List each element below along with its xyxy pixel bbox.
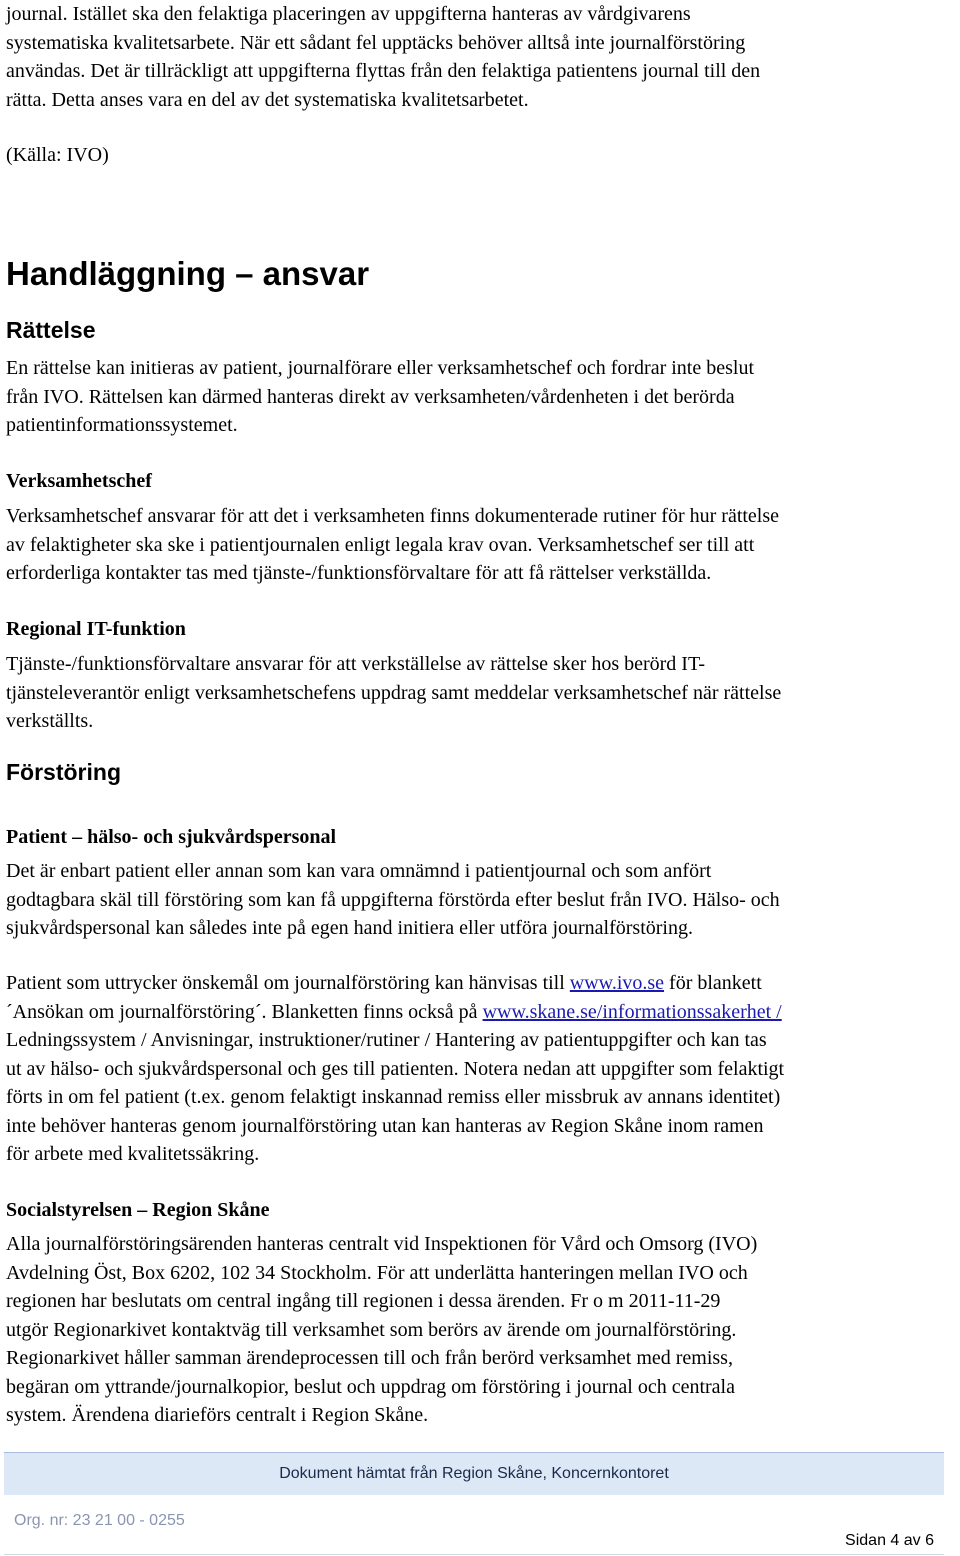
text-line: Regionarkivet håller samman ärendeprocessen till och från berörd verksamhet med remiss, (6, 1347, 733, 1369)
text-line: Verksamhetschef ansvarar för att det i verksamheten finns dokumenterade rutiner för hur rättelse (6, 505, 780, 527)
text-line: Alla journalförstöringsärenden hanteras centralt vid Inspektionen för Vård och Omsorg (IVO) (6, 1233, 758, 1255)
text-line: inte behöver hanteras genom journalförstöring utan kan hanteras av Region Skåne inom ramen (6, 1114, 764, 1137)
subheading-regional-it: Regional IT-funktion (6, 618, 186, 640)
text-line: från IVO. Rättelsen kan därmed hanteras direkt av verksamheten/vårdenheten i det berörda (6, 385, 735, 408)
verksamhetschef-paragraph (6, 502, 779, 588)
text-line: erforderliga kontakter tas med tjänste-/funktionsförvaltare för att få rättelser verkställda. (6, 562, 712, 584)
subheading-verksamhetschef: Verksamhetschef (6, 470, 152, 492)
text-line: systematiska kvalitetsarbete. När ett sådant fel upptäcks behöver alltså inte journalförstöring (6, 31, 746, 54)
page-footer (4, 1494, 944, 1555)
text-line: En rättelse kan initieras av patient, journalförare eller verksamhetschef och fordrar inte beslut (6, 357, 755, 379)
hanvisning-paragraph (6, 969, 784, 1169)
ivo-link[interactable]: www.ivo.se (569, 972, 665, 994)
text-line: begäran om yttrande/journalkopior, beslut och uppdrag om förstöring i journal och centrala (6, 1375, 735, 1398)
text-line: tjänsteleverantör enligt verksamhetschefens uppdrag samt meddelar verksamhetschef när rättelse (6, 681, 782, 704)
text-line: användas. Det är tillräckligt att uppgifterna flyttas från den felaktiga patientens journal till den (6, 60, 761, 82)
text-line (6, 998, 784, 1027)
subheading-rattelse: Rättelse (6, 317, 96, 343)
text-line: sjukvårdspersonal kan således inte på egen hand initiera eller utföra journalförstöring. (6, 917, 693, 939)
text-line: Avdelning Öst, Box 6202, 102 34 Stockholm. För att underlätta hanteringen mellan IVO och (6, 1261, 748, 1284)
text-line: patientinformationssystemet. (6, 414, 238, 436)
text-line: Tjänste-/funktionsförvaltare ansvarar för att verkställelse av rättelse sker hos berörd IT- (6, 653, 705, 675)
text-line: journal. Istället ska den felaktiga placeringen av uppgifterna hanteras av vårdgivarens (6, 3, 691, 25)
source-note: (Källa: IVO) (6, 144, 109, 166)
patient-paragraph (6, 857, 780, 943)
section-title-handlaggning: Handläggning – ansvar (6, 255, 370, 292)
text-line: rätta. Detta anses vara en del av det systematiska kvalitetsarbetet. (6, 88, 529, 111)
subheading-socialstyrelsen: Socialstyrelsen – Region Skåne (6, 1199, 270, 1221)
text-line: Ledningssystem / Anvisningar, instruktioner/rutiner / Hantering av patientuppgifter och kan tas (6, 1029, 767, 1051)
text-segment: för blankett (664, 972, 762, 994)
text-segment: ´Ansökan om journalförstöring´. Blanketten finns också på (6, 1000, 483, 1023)
text-line: regionen har beslutats om central ingång till regionen i dessa ärenden. Fr o m 2011-11-29 (6, 1290, 721, 1312)
regional-it-paragraph (6, 650, 781, 736)
intro-paragraph (6, 0, 760, 114)
text-line: ut av hälso- och sjukvårdspersonal och ges till patienten. Notera nedan att uppgifter som felaktigt (6, 1057, 785, 1080)
text-line: förts in om fel patient (t.ex. genom felaktigt inskannad remiss eller missbruk av annans identitet) (6, 1086, 781, 1108)
text-line: system. Ärendena diarieförs centralt i Region Skåne. (6, 1404, 429, 1426)
text-line (6, 969, 784, 998)
rattelse-paragraph (6, 354, 754, 440)
text-line: av felaktigheter ska ske i patientjournalen enligt legala krav ovan. Verksamhetschef ser till att (6, 533, 755, 556)
org-number: Org. nr: 23 21 00 - 0255 (14, 1512, 185, 1529)
text-line: verkställts. (6, 710, 94, 732)
page-number: Sidan 4 av 6 (845, 1532, 934, 1549)
section-title-forstoring: Förstöring (6, 759, 121, 785)
footer-source-band (4, 1452, 944, 1495)
text-line: för arbete med kvalitetssäkring. (6, 1143, 260, 1165)
text-segment: Patient som uttrycker önskemål om journalförstöring kan hänvisas till (6, 972, 570, 994)
footer-source-note: Dokument hämtat från Region Skåne, Koncernkontoret (279, 1465, 669, 1482)
subheading-patient: Patient – hälso- och sjukvårdspersonal (6, 826, 337, 848)
skane-link[interactable]: www.skane.se/informationssakerhet / (482, 1000, 782, 1023)
text-line: godtagbara skäl till förstöring som kan få uppgifterna förstörda efter beslut från IVO. Hälso- och (6, 888, 780, 911)
text-line: utgör Regionarkivet kontaktväg till verksamhet som berörs av ärende om journalförstöring. (6, 1318, 737, 1341)
socialstyrelsen-paragraph (6, 1230, 757, 1430)
text-line: Det är enbart patient eller annan som kan vara omnämnd i patientjournal och som anfört (6, 860, 712, 882)
